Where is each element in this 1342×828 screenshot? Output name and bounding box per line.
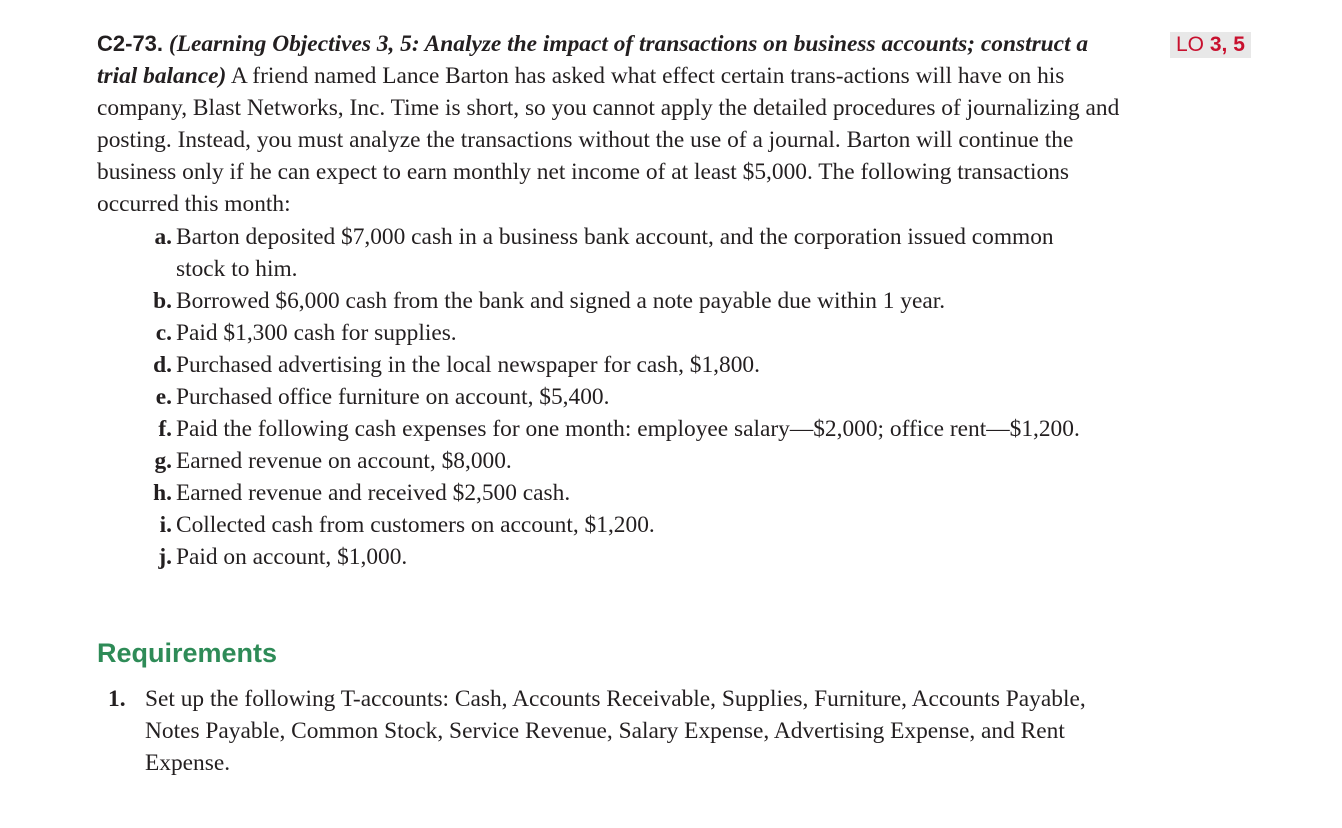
transaction-item — [140, 477, 1100, 509]
transaction-list — [140, 221, 1100, 573]
transaction-item — [140, 445, 1100, 477]
transaction-item — [140, 285, 1100, 317]
problem-learning-objectives: (Learning Objectives 3, 5: Analyze the impact of transactions on business accounts; construct a trial balance) — [97, 31, 1089, 89]
lo-prefix: LO — [1176, 33, 1205, 56]
transaction-item — [140, 349, 1100, 381]
transaction-item — [140, 221, 1100, 285]
transaction-text: Barton deposited $7,000 cash in a business bank account, and the corporation issued common stock to him. — [176, 224, 1054, 282]
transaction-letter: e. — [155, 384, 172, 410]
learning-objective-tag — [1170, 32, 1251, 58]
transaction-letter: j. — [158, 544, 172, 570]
transaction-item — [140, 413, 1100, 445]
transaction-item — [140, 541, 1100, 573]
transaction-item — [140, 381, 1100, 413]
transaction-text: Earned revenue on account, $8,000. — [176, 448, 512, 474]
problem-intro-text: A friend named Lance Barton has asked what effect certain trans-actions will have on his company, Blast Networks, Inc. Time is short, so you cannot apply the detailed procedures of journalizing and posting. Instead, you must analyze the transactions without the use of a journal. Barton will continue the business only if he can expect to earn monthly net income of at least $5,000. The following transactions occurred this month: — [97, 63, 1120, 217]
lo-numbers: 3, 5 — [1209, 33, 1245, 56]
transaction-letter: a. — [154, 224, 172, 250]
requirement-text: Set up the following T-accounts: Cash, Accounts Receivable, Supplies, Furniture, Accounts Payable, Notes Payable, Common Stock, Service Revenue, Salary Expense, Advertising Expense, and Rent Expense. — [145, 686, 1086, 776]
transaction-text: Purchased office furniture on account, $5,400. — [176, 384, 610, 410]
transaction-letter: d. — [153, 352, 172, 378]
transaction-letter: h. — [153, 480, 172, 506]
transaction-letter: c. — [155, 320, 172, 346]
transaction-text: Earned revenue and received $2,500 cash. — [176, 480, 571, 506]
requirement-item — [108, 683, 1128, 779]
transaction-text: Purchased advertising in the local newspaper for cash, $1,800. — [176, 352, 760, 378]
transaction-letter: b. — [153, 288, 172, 314]
transaction-text: Collected cash from customers on account, $1,200. — [176, 512, 655, 538]
transaction-text: Borrowed $6,000 cash from the bank and signed a note payable due within 1 year. — [176, 288, 946, 314]
problem-intro — [97, 28, 1127, 220]
transaction-item — [140, 509, 1100, 541]
requirement-number: 1. — [108, 686, 126, 712]
transaction-text: Paid the following cash expenses for one month: employee salary—$2,000; office rent—$1,200. — [176, 416, 1080, 442]
problem-id: C2-73. — [97, 31, 164, 56]
transaction-item — [140, 317, 1100, 349]
transaction-letter: f. — [158, 416, 172, 442]
transaction-text: Paid $1,300 cash for supplies. — [176, 320, 457, 346]
transaction-letter: i. — [159, 512, 172, 538]
transaction-text: Paid on account, $1,000. — [176, 544, 408, 570]
transaction-letter: g. — [154, 448, 172, 474]
requirements-list — [108, 683, 1128, 779]
requirements-heading: Requirements — [97, 638, 278, 668]
